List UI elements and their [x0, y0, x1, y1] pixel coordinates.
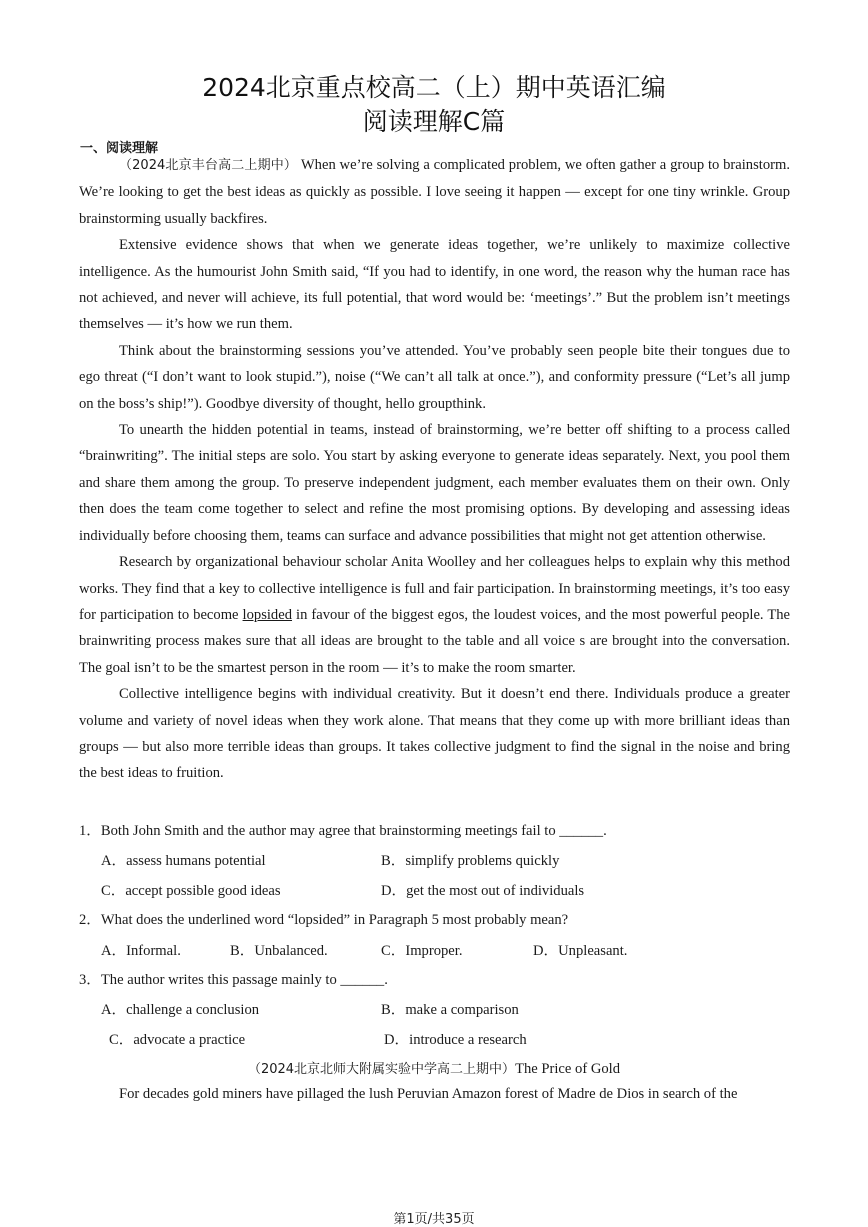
question-3: 3．The author writes this passage mainly to ______.	[79, 972, 388, 988]
q1-option-c: C．accept possible good ideas	[101, 883, 281, 899]
passage-2-heading	[0, 1058, 868, 1078]
paragraph-5-start: Research by organizational behaviour scholar Anita Woolley and her colleagues helps to explain why this method works. They find that a key to collective intelligence is full and fair participation. In brainstorming meetings, it’s too easy for participation to become	[79, 554, 790, 623]
passage-1-source: （2024北京丰台高二上期中）	[119, 158, 298, 173]
q2-option-c: C．Improper.	[381, 943, 463, 959]
question-1: 1．Both John Smith and the author may agree that brainstorming meetings fail to ______.	[79, 823, 607, 839]
document-title: 2024北京重点校高二（上）期中英语汇编	[202, 73, 666, 102]
q3-option-a: A．challenge a conclusion	[101, 1002, 260, 1018]
section-heading: 一、阅读理解	[80, 141, 159, 156]
q1-option-b: B．simplify problems quickly	[381, 853, 560, 869]
paragraph-1	[79, 152, 790, 232]
q2-option-d: D．Unpleasant.	[533, 943, 628, 959]
passage-2-first-line: For decades gold miners have pillaged the lush Peruvian Amazon forest of Madre de Dios in search of the	[119, 1086, 738, 1102]
q1-option-a: A．assess humans potential	[101, 853, 266, 869]
q2-option-a: A．Informal.	[101, 943, 181, 959]
paragraph-2: Extensive evidence shows that when we generate ideas together, we’re unlikely to maximize collective intelligence. As the humourist John Smith said, “If you had to identify, in one word, the reason why the human race has not achieved, and never will achieve, its full potential, that word would be: ‘meetings’.” But the problem isn’t meetings themselves — it’s how we run them.	[79, 237, 790, 333]
q3-option-c: C．advocate a practice	[109, 1032, 246, 1048]
paragraph-3: Think about the brainstorming sessions you’ve attended. You’ve probably seen people bite their tongues due to ego threat (“I don’t want to look stupid.”), noise (“We can’t all talk at once.”), and conformity pressure (“Let’s all jump on the boss’s ship!”). Goodbye diversity of thought, hello groupthink.	[79, 342, 790, 412]
paragraph-5-end: in favour of the biggest egos, the loudest voices, and the most powerful people. The brainwriting process makes sure that all ideas are brought to the table and all voice s are brought into the conversation. The goal isn’t to be the smartest person in the room — it’s to make the room smarter.	[79, 606, 791, 676]
q1-option-d: D．get the most out of individuals	[381, 883, 585, 899]
paragraph-5	[79, 549, 790, 681]
passage-1	[79, 152, 790, 787]
q3-option-d: D．introduce a research	[384, 1032, 527, 1048]
question-2: 2．What does the underlined word “lopsided” in Paragraph 5 most probably mean?	[79, 912, 569, 928]
passage-2-title: The Price of Gold	[515, 1061, 621, 1077]
paragraph-1-text: When we’re solving a complicated problem, we often gather a group to brainstorm. We’re looking to get the best ideas as quickly as possible. I love seeing it happen — except for one tiny wrinkle. Group brainstorming usually backfires.	[79, 157, 790, 227]
paragraph-4: To unearth the hidden potential in teams, instead of brainstorming, we’re better off shifting to a process called “brainwriting”. The initial steps are solo. You start by asking everyone to generate ideas separately. Next, you pool them and share them among the group. To preserve independent judgment, each member evaluates them on their own. Only then does the team come together to select and refine the most promising options. By developing and assessing ideas individually before choosing them, teams can surface and advance possibilities that might not get attention otherwise.	[79, 422, 790, 544]
q3-option-b: B．make a comparison	[381, 1002, 519, 1018]
q2-option-b: B．Unbalanced.	[230, 943, 328, 959]
document-subtitle: 阅读理解C篇	[362, 107, 506, 136]
page-number: 第1页/共35页	[393, 1212, 475, 1227]
paragraph-6: Collective intelligence begins with individual creativity. But it doesn’t end there. Individuals produce a greater volume and variety of novel ideas when they work alone. That means that they come up with more brilliant ideas than groups — but also more terrible ideas than groups. It takes collective judgment to find the signal in the noise and bring the best ideas to fruition.	[79, 686, 790, 782]
underlined-word: lopsided	[242, 606, 293, 623]
passage-2-source: （2024北京北师大附属实验中学高二上期中）	[247, 1062, 516, 1077]
